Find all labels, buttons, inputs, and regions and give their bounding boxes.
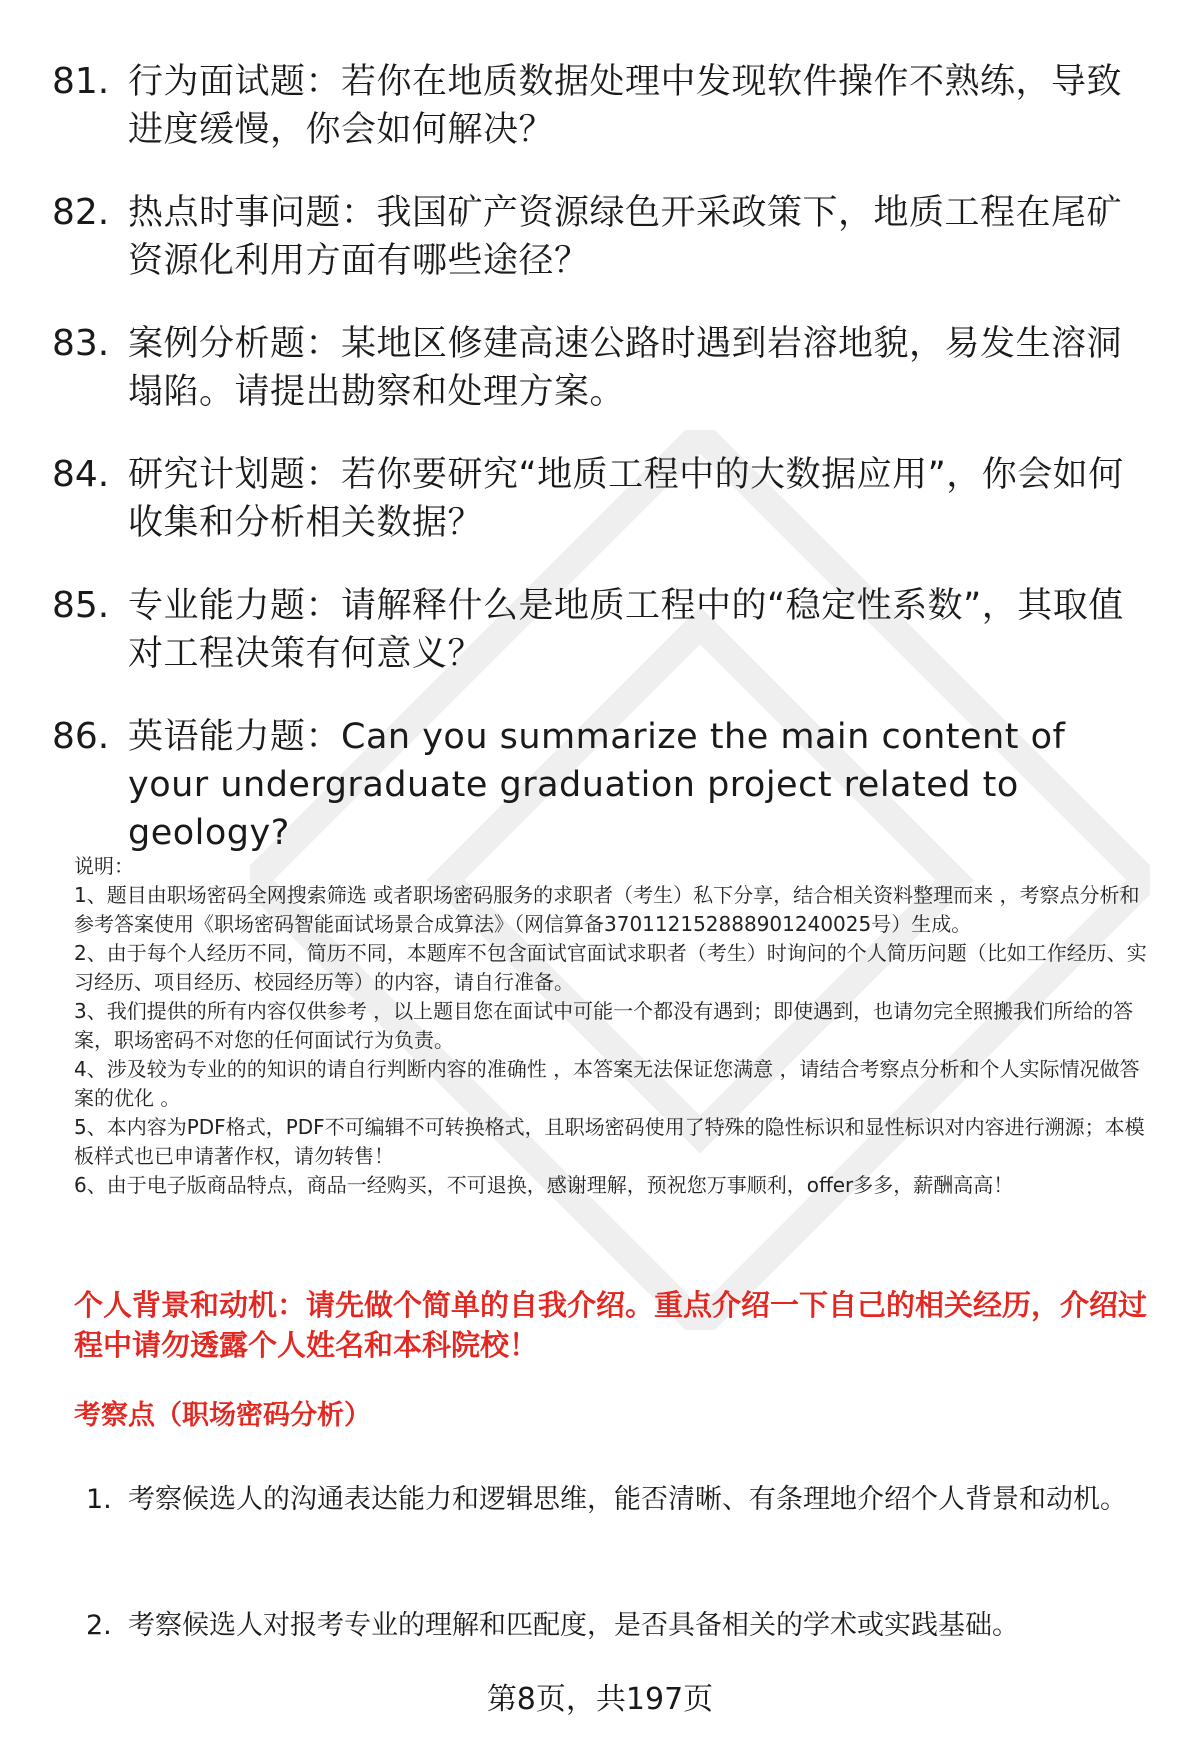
note-item: 5、本内容为PDF格式，PDF不可编辑不可转换格式，且职场密码使用了特殊的隐性标识和显性标识对内容进行溯源；本模板样式也已申请著作权，请勿转售！	[74, 1115, 1145, 1168]
analysis-item	[0, 1599, 1200, 1653]
note-item: 6、由于电子版商品特点，商品一经购买，不可退换，感谢理解，预祝您万事顺利，offer多多，薪酬高高！	[74, 1173, 1014, 1197]
question-text: 行为面试题：若你在地质数据处理中发现软件操作不熟练，导致进度缓慢，你会如何解决？	[128, 62, 1123, 150]
question-item	[0, 713, 1200, 853]
question-number: 82.	[52, 192, 110, 233]
question-number: 85.	[52, 585, 110, 626]
question-item	[0, 582, 1200, 680]
question-text: 案例分析题：某地区修建高速公路时遇到岩溶地貌，易发生溶洞塌陷。请提出勘察和处理方案。	[128, 324, 1123, 412]
question-item	[0, 58, 1200, 156]
section-heading: 个人背景和动机：请先做个简单的自我介绍。重点介绍一下自己的相关经历，介绍过程中请勿透露个人姓名和本科院校！	[74, 1288, 1148, 1362]
analysis-text: 考察候选人对报考专业的理解和匹配度，是否具备相关的学术或实践基础。	[128, 1610, 1019, 1641]
page-footer: 第8页，共197页	[486, 1682, 714, 1717]
question-text: 专业能力题：请解释什么是地质工程中的“稳定性系数”，其取值对工程决策有何意义？	[128, 586, 1124, 674]
question-number: 81.	[52, 61, 110, 102]
analysis-number: 1.	[86, 1484, 112, 1515]
notes-title: 说明：	[74, 854, 134, 878]
section-subheading: 考察点（职场密码分析）	[74, 1400, 371, 1431]
question-text: 研究计划题：若你要研究“地质工程中的大数据应用”，你会如何收集和分析相关数据？	[128, 455, 1124, 543]
note-item: 2、由于每个人经历不同，简历不同，本题库不包含面试官面试求职者（考生）时询问的个人简历问题（比如工作经历、实习经历、项目经历、校园经历等）的内容，请自行准备。	[74, 941, 1147, 994]
question-number: 83.	[52, 323, 110, 364]
note-item: 3、我们提供的所有内容仅供参考 ，以上题目您在面试中可能一个都没有遇到；即使遇到，也请勿完全照搬我们所给的答案，职场密码不对您的任何面试行为负责。	[74, 999, 1134, 1052]
note-item: 1、题目由职场密码全网搜索筛选 或者职场密码服务的求职者（考生）私下分享，结合相关资料整理而来 ，考察点分析和参考答案使用《职场密码智能面试场景合成算法》（网信算备370112152888901240025号）生成。	[74, 883, 1140, 936]
analysis-list	[0, 1473, 1200, 1671]
question-number: 86.	[52, 716, 110, 757]
question-item	[0, 451, 1200, 549]
question-number: 84.	[52, 454, 110, 495]
question-text: 英语能力题：Can you summarize the main content of your undergraduate graduation project related to geology?	[128, 717, 1066, 853]
question-item	[0, 189, 1200, 287]
analysis-number: 2.	[86, 1610, 112, 1641]
question-text: 热点时事问题：我国矿产资源绿色开采政策下，地质工程在尾矿资源化利用方面有哪些途径？	[128, 193, 1123, 281]
analysis-item	[0, 1473, 1200, 1581]
notes-section	[74, 852, 1159, 1200]
question-item	[0, 320, 1200, 418]
note-item: 4、涉及较为专业的的知识的请自行判断内容的准确性 ，本答案无法保证您满意 ，请结合考察点分析和个人实际情况做答案的优化 。	[74, 1057, 1140, 1110]
question-list	[0, 58, 1200, 853]
analysis-text: 考察候选人的沟通表达能力和逻辑思维，能否清晰、有条理地介绍个人背景和动机。	[128, 1484, 1127, 1515]
